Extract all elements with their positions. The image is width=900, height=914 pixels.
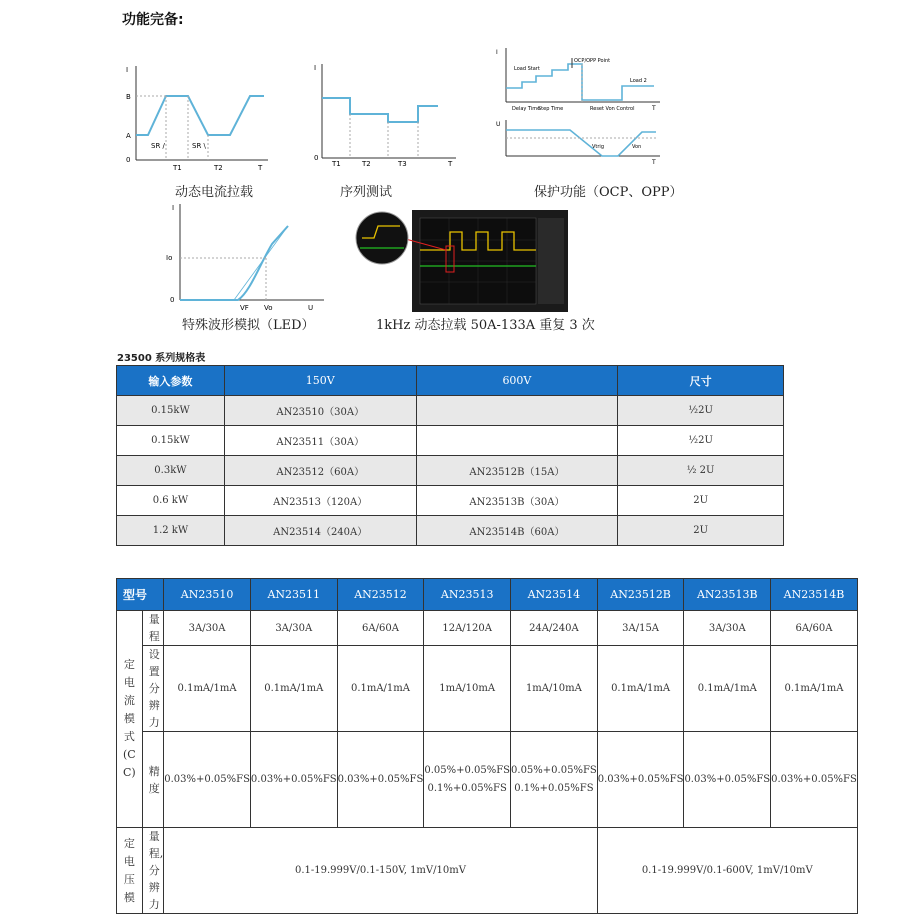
spec-cell: AN23511（30A） — [224, 426, 416, 456]
table-row — [117, 646, 858, 732]
oscilloscope-caption: 1kHz 动态拉载 50A-133A 重复 3 次 — [376, 318, 595, 333]
reset-label: Reset Von Control — [590, 106, 635, 112]
y-axis-top-label: I — [496, 49, 498, 56]
spec-cell: AN23514B（60A） — [416, 516, 618, 546]
t1-label: T1 — [332, 160, 341, 168]
table-row — [117, 426, 784, 456]
delay-time-label: Delay Time — [512, 106, 541, 112]
resolution-cell: 0.1mA/1mA — [250, 646, 337, 732]
sr-fall-label: SR \ — [192, 142, 206, 150]
spec-cell: AN23512（60A） — [224, 456, 416, 486]
cv-600v-cell: 0.1-19.999V/0.1-600V, 1mV/10mV — [597, 828, 857, 914]
cc-mode-label: 定电流模式(CC) — [117, 611, 143, 828]
spec-cell: AN23510（30A） — [224, 396, 416, 426]
range-cell: 6A/60A — [771, 611, 858, 646]
range-label: 量程 — [142, 611, 164, 646]
spec-header-size: 尺寸 — [618, 366, 784, 396]
table-row — [117, 456, 784, 486]
resolution-cell: 1mA/10mA — [511, 646, 598, 732]
origin-label: 0 — [126, 156, 131, 164]
model-header: AN23513 — [424, 579, 511, 611]
spec-cell: AN23513（120A） — [224, 486, 416, 516]
accuracy-label: 精度 — [142, 732, 164, 828]
protection-caption: 保护功能（OCP、OPP） — [534, 185, 683, 200]
resolution-label: 设置分辨力 — [142, 646, 164, 732]
oscilloscope-screenshot — [354, 210, 568, 314]
spec-header-row — [117, 366, 784, 396]
load-2-label: Load 2 — [630, 78, 647, 84]
model-header: AN23513B — [684, 579, 771, 611]
resolution-cell: 0.1mA/1mA — [337, 646, 424, 732]
y-axis-bottom-label: U — [496, 121, 501, 128]
oscilloscope-figure — [354, 210, 568, 314]
sequence-test-figure — [306, 58, 466, 170]
load-start-label: Load Start — [514, 66, 540, 72]
spec-cell — [416, 426, 618, 456]
level-a-label: A — [126, 132, 131, 140]
spec-cell: 0.15kW — [117, 396, 225, 426]
t1-label: T1 — [173, 164, 182, 172]
spec-table-title: 23500 系列规格表 — [117, 353, 206, 364]
protection-figure — [492, 44, 667, 170]
io-label: Io — [166, 254, 173, 262]
led-caption: 特殊波形模拟（LED） — [182, 318, 315, 333]
origin-label: 0 — [314, 154, 319, 162]
t2-label: T2 — [362, 160, 371, 168]
accuracy-cell: 0.03%+0.05%FS — [771, 732, 858, 828]
ocp-label: OCP/OPP Point — [574, 58, 611, 64]
model-header: AN23514 — [511, 579, 598, 611]
cv-150v-cell: 0.1-19.999V/0.1-150V, 1mV/10mV — [164, 828, 598, 914]
origin-label: 0 — [170, 296, 175, 304]
von-label: Von — [632, 144, 642, 150]
dynamic-load-caption: 动态电流拉载 — [175, 185, 254, 200]
t2-label: T2 — [214, 164, 223, 172]
vo-label: Vo — [264, 304, 273, 312]
spec-cell: 0.3kW — [117, 456, 225, 486]
x-axis-bottom-label: T — [652, 159, 656, 166]
sequence-test-caption: 序列测试 — [340, 185, 393, 200]
protection-chart — [492, 44, 667, 170]
spec-cell: ½ 2U — [618, 456, 784, 486]
resolution-cell: 0.1mA/1mA — [597, 646, 684, 732]
dynamic-load-figure — [118, 60, 278, 172]
table-row — [117, 486, 784, 516]
spec-cell: 0.6 kW — [117, 486, 225, 516]
accuracy-cell: 0.05%+0.05%FS 0.1%+0.05%FS — [424, 732, 511, 828]
range-cell: 3A/15A — [597, 611, 684, 646]
x-axis-label: U — [308, 304, 314, 312]
spec-cell: 2U — [618, 486, 784, 516]
accuracy-cell: 0.05%+0.05%FS 0.1%+0.05%FS — [511, 732, 598, 828]
accuracy-cell: 0.03%+0.05%FS — [337, 732, 424, 828]
spec-cell: 0.15kW — [117, 426, 225, 456]
spec-cell: AN23514（240A） — [224, 516, 416, 546]
x-axis-top-label: T — [652, 105, 656, 112]
section-heading: 功能完备: — [122, 12, 184, 28]
spec-cell: 2U — [618, 516, 784, 546]
dynamic-load-chart — [118, 60, 278, 172]
table-row — [117, 732, 858, 828]
spec-cell: AN23513B（30A） — [416, 486, 618, 516]
spec-cell: ½2U — [618, 426, 784, 456]
range-cell: 6A/60A — [337, 611, 424, 646]
accuracy-cell: 0.03%+0.05%FS — [164, 732, 251, 828]
model-header: AN23512 — [337, 579, 424, 611]
spec-header-input: 输入参数 — [117, 366, 225, 396]
accuracy-cell: 0.03%+0.05%FS — [250, 732, 337, 828]
cv-range-label: 量程,分辨力 — [142, 828, 164, 914]
range-cell: 24A/240A — [511, 611, 598, 646]
table-row — [117, 828, 858, 914]
range-cell: 3A/30A — [684, 611, 771, 646]
spec-table — [116, 365, 784, 546]
spec-header-150v: 150V — [224, 366, 416, 396]
resolution-cell: 0.1mA/1mA — [164, 646, 251, 732]
x-axis-label: T — [448, 160, 453, 168]
range-cell: 3A/30A — [250, 611, 337, 646]
resolution-cell: 0.1mA/1mA — [771, 646, 858, 732]
vtrig-label: Vtrig — [592, 144, 604, 150]
spec-cell: 1.2 kW — [117, 516, 225, 546]
model-header-label: 型号 — [117, 579, 164, 611]
accuracy-cell: 0.03%+0.05%FS — [684, 732, 771, 828]
led-figure — [164, 196, 324, 314]
step-time-label: Step Time — [538, 106, 564, 112]
model-header: AN23512B — [597, 579, 684, 611]
model-table — [116, 578, 858, 914]
model-header: AN23510 — [164, 579, 251, 611]
x-axis-label: T — [258, 164, 263, 172]
spec-cell: ½2U — [618, 396, 784, 426]
vf-label: VF — [240, 304, 249, 312]
sr-rise-label: SR / — [151, 142, 165, 150]
spec-cell — [416, 396, 618, 426]
model-header-row — [117, 579, 858, 611]
y-axis-label: I — [172, 204, 175, 212]
spec-header-600v: 600V — [416, 366, 618, 396]
table-row — [117, 396, 784, 426]
resolution-cell: 0.1mA/1mA — [684, 646, 771, 732]
model-header: AN23514B — [771, 579, 858, 611]
table-row — [117, 611, 858, 646]
level-b-label: B — [126, 93, 131, 101]
range-cell: 3A/30A — [164, 611, 251, 646]
y-axis-label: I — [314, 64, 317, 72]
range-cell: 12A/120A — [424, 611, 511, 646]
table-row — [117, 516, 784, 546]
cv-mode-label: 定电压模 — [117, 828, 143, 914]
model-header: AN23511 — [250, 579, 337, 611]
y-axis-label: I — [126, 66, 129, 74]
accuracy-cell: 0.03%+0.05%FS — [597, 732, 684, 828]
t3-label: T3 — [398, 160, 407, 168]
resolution-cell: 1mA/10mA — [424, 646, 511, 732]
sequence-test-chart — [306, 58, 466, 170]
spec-cell: AN23512B（15A） — [416, 456, 618, 486]
led-chart — [164, 196, 324, 314]
